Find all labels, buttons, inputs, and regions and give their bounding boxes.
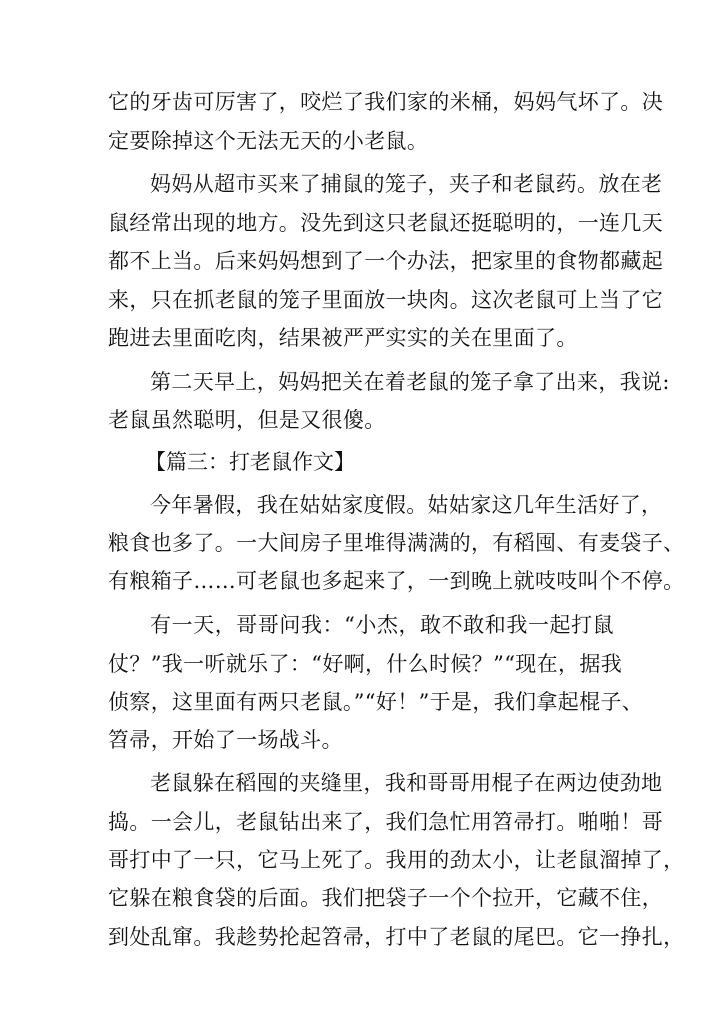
text-line-9: 老鼠虽然聪明，但是又很傻。 [108,408,386,432]
section-heading: 【篇三：打老鼠作文】 [145,450,355,474]
text-line-22: 到处乱窜。我趁势抡起笤帚，打中了老鼠的尾巴。它一挣扎， [108,925,685,949]
text-line-17: 笤帚，开始了一场战斗。 [108,728,343,752]
text-line-11: 今年暑假，我在姑姑家度假。姑姑家这几年生活好了， [150,493,663,517]
text-line-3: 妈妈从超市买来了捕鼠的笼子，夹子和老鼠药。放在老 [150,172,663,196]
text-line-7: 跑进去里面吃肉，结果被严严实实的关在里面了。 [108,326,578,350]
text-line-12: 粮食也多了。一大间房子里堆得满满的，有稻囤、有麦袋子、 [108,531,685,555]
text-line-2: 定要除掉这个无法无天的小老鼠。 [108,129,429,153]
text-line-15: 仗？”我一听就乐了：“好啊，什么时候？”“现在，据我 [108,652,623,676]
text-line-4: 鼠经常出现的地方。没先到这只老鼠还挺聪明的，一连几天 [108,211,664,235]
text-line-16: 侦察，这里面有两只老鼠。”“好！”于是，我们拿起棍子、 [108,690,644,714]
text-line-5: 都不上当。后来妈妈想到了一个办法，把家里的食物都藏起 [108,249,664,273]
text-line-14: 有一天，哥哥问我：“小杰，敢不敢和我一起打鼠 [150,613,614,637]
text-line-1: 它的牙齿可厉害了，咬烂了我们家的米桶，妈妈气坏了。决 [108,90,664,114]
text-line-21: 它躲在粮食袋的后面。我们把袋子一个个拉开，它藏不住， [108,886,664,910]
text-line-20: 哥打中了一只，它马上死了。我用的劲太小，让老鼠溜掉了， [108,848,685,872]
text-line-6: 来，只在抓老鼠的笼子里面放一块肉。这次老鼠可上当了它 [108,288,664,312]
text-line-13: 有粮箱子……可老鼠也多起来了，一到晚上就吱吱叫个不停。 [108,569,685,593]
text-line-18: 老鼠躲在稻囤的夹缝里，我和哥哥用棍子在两边使劲地 [150,771,663,795]
text-line-8: 第二天早上，妈妈把关在着老鼠的笼子拿了出来，我说: [150,370,670,394]
text-line-19: 捣。一会儿，老鼠钻出来了，我们急忙用笤帚打。啪啪！哥 [108,810,664,834]
